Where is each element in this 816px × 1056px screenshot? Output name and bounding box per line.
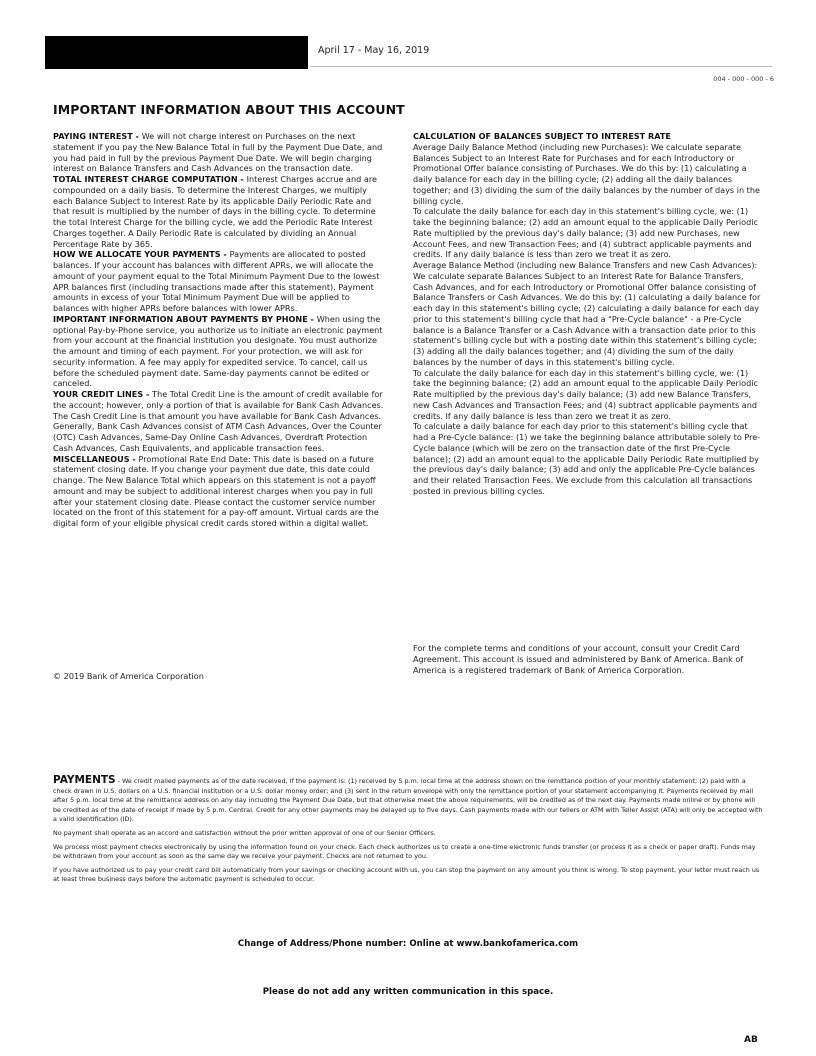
account-code: 004 - 000 - 000 - 6 <box>713 75 774 83</box>
section-miscellaneous <box>53 454 386 529</box>
section-paying-interest <box>53 131 386 174</box>
payments-section <box>53 776 765 889</box>
section-heading: MISCELLANEOUS - <box>53 453 139 464</box>
right-column <box>413 131 762 497</box>
terms-note: For the complete terms and conditions of your account, consult your Credit Card Agreement. This account is issued and administered by Bank of America. Bank of America is a registered trademark of Bank of America Corporation. <box>413 643 744 675</box>
payments-automatic: If you have authorized us to pay your credit card bill automatically from your savings or checking account with us, you can stop the payment on any amount you think is wrong. To stop payment, your letter must reach us at least three business days before the automatic payment is scheduled to occur. <box>53 865 760 884</box>
section-body: Interest Charges accrue and are compounded on a daily basis. To determine the Interest Charges, we multiply each Balance Subject to Interest Rate by its applicable Daily Periodic Rate and that result is multiplied by the number of days in the billing cycle. To determine the total Interest Charge for the billing cycle, we add the Periodic Rate Interest Charges together. A Daily Periodic Rate is calculated by dividing an Annual Percentage Rate by 365. <box>53 174 377 249</box>
section-body: Promotional Rate End Date: This date is based on a future statement closing date. If you change your payment due date, this date could change. The New Balance Total which appears on this statement is not a payoff amount and may be subject to additional interest charges when you pay in full after your statement closing date. Please contact the customer service number located on the front of this statement for a pay-off amount. Virtual cards are the digital form of your eligible physical credit cards stored within a digital wallet. <box>53 453 379 528</box>
address-change-note: Change of Address/Phone number: Online at www.bankofamerica.com <box>237 939 579 949</box>
section-heading: IMPORTANT INFORMATION ABOUT PAYMENTS BY PHONE - <box>53 313 317 324</box>
payments-intro-text: - We credit mailed payments as of the date received, if the payment is: (1) received by 5 p.m. local time at the address shown on the remittance portion of your monthly statement; (2) paid with a check drawn in U.S. dollars on a U.S. financial institution or a U.S. dollar money order; and (3) sent in the return envelope with only the remittance portion of your statement accompanying it. Payments received by mail after 5 p.m. local time at the remittance address on any day including the Payment Due Date, but that otherwise meet the above requirements, will be credited as of the next day. Payments made online or by phone will be credited as of the date of receipt if made by 5 p.m. Central. Credit for any other payments may be delayed up to five days. Cash payments made with our tellers or ATM with Teller Assist (ATA) will only be accepted with a valid identification (ID). <box>53 777 763 824</box>
section-body: When using the optional Pay-by-Phone service, you authorize us to initiate an electronic payment from your account at the financial institution you designate. You must authorize the amount and timing of each payment. For your protection, we will ask for security information. A fee may apply for expedited service. To cancel, call us before the scheduled payment date. Same-day payments cannot be edited or canceled. <box>53 313 383 389</box>
balance-paragraph: To calculate a daily balance for each day prior to this statement's billing cycle that had a Pre-Cycle balance: (1) we take the beginning balance attributable solely to Pre-Cycle balance (which will be zero on the transaction date of the first Pre-Cycle balance); (2) add an amount equal to the applicable Daily Periodic Rate multiplied by the previous day's daily balance; (3) add and only the applicable Pre-Cycle balances and their related Transaction Fees. We exclude from this calculation all transactions posted in previous billing cycles. <box>413 421 761 496</box>
section-body: Payments are allocated to posted balances. If your account has balances with different APRs, we will allocate the amount of your payment equal to the Total Minimum Payment Due to the lowest APR balances first (including transactions made after this statement). Payment amounts in excess of your Total Minimum Payment Due will be applied to balances with higher APRs before balances with lower APRs. <box>53 249 380 313</box>
section-credit-lines <box>53 389 386 454</box>
section-heading: TOTAL INTEREST CHARGE COMPUTATION - <box>53 174 247 184</box>
section-heading: HOW WE ALLOCATE YOUR PAYMENTS - <box>53 249 230 260</box>
page-code: AB <box>744 1035 758 1045</box>
balance-paragraph: Average Daily Balance Method (including new Purchases): We calculate separate Balances Subject to an Interest Rate for Purchases and for each Introductory or Promotional Offer balance consisting of Purchases. We do this by: (1) calculating a daily balance for each day in the billing cycle; (2) adding all the daily balances together; and (3) dividing the sum of the daily balances by the number of days in the billing cycle. <box>413 141 760 206</box>
payments-heading: PAYMENTS <box>53 774 116 786</box>
section-interest-computation <box>53 174 386 249</box>
copyright: © 2019 Bank of America Corporation <box>53 671 204 681</box>
left-column <box>53 131 386 529</box>
section-payments-by-phone <box>53 314 386 389</box>
page-title: IMPORTANT INFORMATION ABOUT THIS ACCOUNT <box>53 102 405 117</box>
payments-accord: No payment shall operate as an accord and satisfaction without the prior written approval of one of our Senior Officers. <box>53 828 436 837</box>
header-redaction-bar <box>45 36 308 69</box>
balance-paragraph: Average Balance Method (including new Balance Transfers and new Cash Advances): We calculate separate Balances Subject to an Interest Rate for Balance Transfers, Cash Advances, and for each Introductory or Promotional Offer balance consisting of Balance Transfers or Cash Advances. We do this by: (1) calculating a daily balance for each day in this statement's billing cycle; (2) calculating a daily balance for each day prior to this statement's billing cycle that had a "Pre-Cycle balance" - a Pre-Cycle balance is a Balance Transfer or a Cash Advance with a transaction date prior to this statement's billing cycle but with a posting date within this statement's billing cycle; (3) adding all the daily balances together; and (4) dividing the sum of the daily balances by the number of days in this statement's billing cycle. <box>413 260 761 367</box>
section-heading: PAYING INTEREST - <box>53 131 142 141</box>
balance-calculation-heading: CALCULATION OF BALANCES SUBJECT TO INTEREST RATE <box>413 131 671 141</box>
header-divider <box>310 66 772 67</box>
section-allocate-payments <box>53 249 386 314</box>
balance-paragraph: To calculate the daily balance for each day in this statement's billing cycle, we: (1) take the beginning balance; (2) add an amount equal to the applicable Daily Periodic Rate multiplied by the previous day's daily balance; (3) add new Purchases, new Account Fees, and new Transaction Fees; and (4) subtract applicable payments and credits. If any daily balance is less than zero we treat it as zero. <box>413 206 758 260</box>
payments-intro <box>53 776 765 825</box>
section-body: The Total Credit Line is the amount of credit available for the account; however, only a portion of that is available for Bank Cash Advances. The Cash Credit Line is that amount you have available for Bank Cash Advances. Generally, Bank Cash Advances consist of ATM Cash Advances, Over the Counter (OTC) Cash Advances, Same-Day Online Cash Advances, Overdraft Protection Cash Advances, Cash Equivalents, and applicable transaction fees. <box>53 389 384 453</box>
no-writing-note: Please do not add any written communication in this space. <box>262 987 554 997</box>
section-body: We will not charge interest on Purchases on the next statement if you pay the New Balance Total in full by the Payment Due Date, and you had paid in full by the previous Payment Due Date. We will begin charging interest on Balance Transfers and Cash Advances on the transaction date. <box>53 131 383 174</box>
balance-paragraph: To calculate the daily balance for each day in this statement's billing cycle, we: (1) take the beginning balance; (2) add an amount equal to the applicable Daily Periodic Rate multiplied by the previous day's daily balance; (3) add new Balance Transfers, new Cash Advances and Transaction Fees; and (4) subtract applicable payments and credits. If any daily balance is less than zero we treat it as zero. <box>413 367 758 421</box>
payments-electronic-checks: We process most payment checks electronically by using the information found on your check. Each check authorizes us to create a one-time electronic funds transfer (or process it as a check or paper draft). Funds may be withdrawn from your account as soon as the same day we receive your payment. Checks are not returned to you. <box>53 842 756 861</box>
section-heading: YOUR CREDIT LINES - <box>53 389 153 399</box>
statement-period: April 17 - May 16, 2019 <box>318 45 430 56</box>
